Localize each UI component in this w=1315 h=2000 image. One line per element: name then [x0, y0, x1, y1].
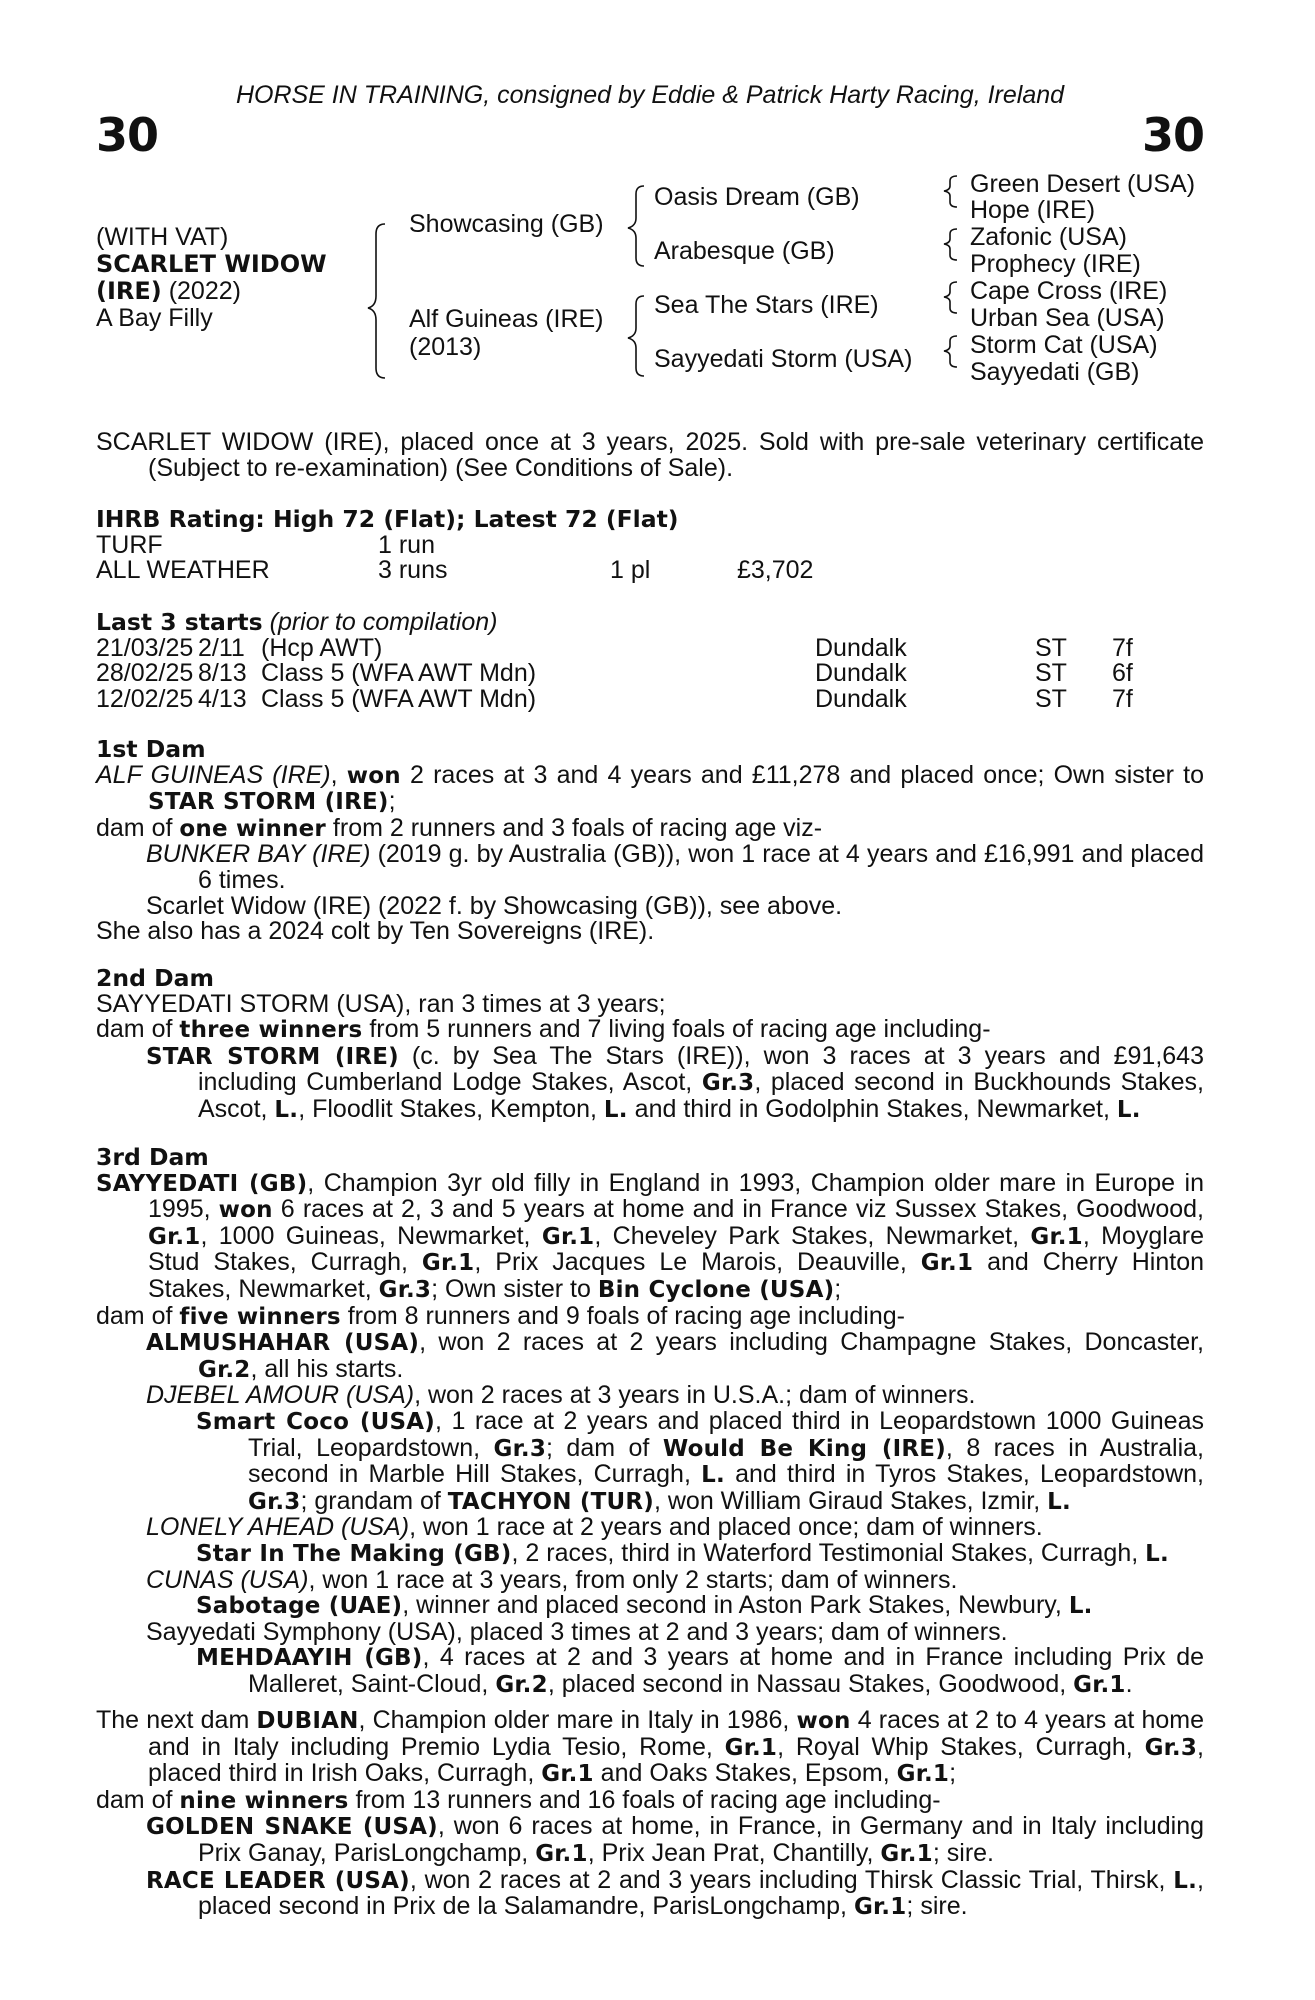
horse-description: A Bay Filly: [96, 304, 213, 332]
rating-prize: £3,702: [737, 556, 814, 585]
brace-main: [368, 224, 385, 378]
start-going: ST: [1035, 659, 1067, 688]
produce-entry: STAR STORM (IRE) (c. by Sea The Stars (IRE)), won 3 races at 3 years and £91,643 including Cumberland Lodge Stakes, Ascot, Gr.3, placed second in Buckhounds Stakes, Ascot, L., Floodlit Stakes, Kempton, L. and third in Godolphin Stakes, Newmarket, L.: [146, 1041, 1205, 1123]
start-position: 8/13: [198, 659, 247, 688]
first-dam-heading: 1st Dam: [96, 735, 206, 763]
second-dam-text: SAYYEDATI STORM (USA), ran 3 times at 3 years;: [96, 989, 666, 1018]
progeny-name: CUNAS (USA): [146, 1565, 309, 1594]
start-course: Dundalk: [815, 659, 907, 688]
produce-entry: Scarlet Widow (IRE) (2022 f. by Showcasing (GB)), see above.: [146, 891, 843, 920]
sire-sire: Oasis Dream (GB): [654, 183, 860, 211]
produce-entry: GOLDEN SNAKE (USA), won 6 races at home, in France, in Germany and in Italy including Prix Ganay, ParisLongchamp, Gr.1, Prix Jean Prat, Chantilly, Gr.1; sire.: [146, 1812, 1204, 1867]
lot-number-left: 30: [96, 108, 159, 162]
sire-dam: Arabesque (GB): [654, 237, 835, 265]
start-race: (Hcp AWT): [261, 633, 383, 662]
g3-entry: Urban Sea (USA): [970, 304, 1165, 332]
start-date: 12/02/25: [96, 684, 194, 713]
brace-sire: [628, 186, 644, 266]
start-distance: 6f: [1112, 659, 1133, 688]
sibling-name: STAR STORM (IRE): [148, 789, 389, 816]
rating-row: [96, 558, 1204, 584]
g3-entry: Hope (IRE): [970, 196, 1096, 224]
produce-entry: Star In The Making (GB), 2 races, third in Waterford Testimonial Stakes, Curragh, L.: [196, 1538, 1169, 1567]
produce-entry: Sabotage (UAE), winner and placed second in Aston Park Stakes, Newbury, L.: [196, 1591, 1093, 1620]
produce-entry: Sayyedati Symphony (USA), placed 3 times at 2 and 3 years; dam of winners.: [146, 1617, 1008, 1646]
dam-name: ALF GUINEAS (IRE): [96, 760, 331, 789]
produce-entry: BUNKER BAY (IRE) (2019 g. by Australia (GB)), won 1 race at 4 years and £16,991 and placed 6 times.: [146, 840, 1204, 894]
g3-entry: Cape Cross (IRE): [970, 277, 1168, 305]
produce-record: dam of three winners from 5 runners and 7 living foals of racing age including-: [96, 1015, 991, 1044]
produce-entry: RACE LEADER (USA), won 2 races at 2 and 3 years including Thirsk Classic Trial, Thirsk, L., placed second in Prix de la Salamandre, ParisLongchamp, Gr.1; sire.: [146, 1865, 1204, 1921]
start-row: [96, 661, 1204, 687]
progeny-name: Smart Coco (USA): [196, 1408, 435, 1435]
dam-name: DUBIAN: [256, 1708, 359, 1734]
progeny-name: DJEBEL AMOUR (USA): [146, 1381, 415, 1410]
rating-runs: 1 run: [378, 530, 435, 559]
rating-runs: 3 runs: [378, 556, 448, 585]
produce-entry: MEHDAAYIH (GB), 4 races at 2 and 3 years at home and in France including Prix de Malleret, Saint-Cloud, Gr.2, placed second in Nassau Stakes, Goodwood, Gr.1.: [196, 1643, 1205, 1698]
start-date: 28/02/25: [96, 659, 194, 688]
brace-dam: [628, 296, 644, 376]
horse-year: (2022): [161, 277, 241, 305]
start-row: [96, 633, 1204, 662]
produce-entry: CUNAS (USA), won 1 race at 3 years, from only 2 starts; dam of winners.: [146, 1565, 958, 1594]
start-row: [96, 684, 1204, 713]
dam-name: Alf Guineas (IRE): [409, 305, 604, 333]
g3-entry: Zafonic (USA): [970, 223, 1127, 251]
start-position: 2/11: [198, 633, 245, 662]
start-date: 21/03/25: [96, 633, 194, 662]
brace-g3-4: [944, 336, 957, 367]
progeny-name: ALMUSHAHAR (USA): [146, 1330, 420, 1357]
progeny-name: LONELY AHEAD (USA): [146, 1513, 410, 1542]
produce-entry: Smart Coco (USA), 1 race at 2 years and placed third in Leopardstown 1000 Guineas Trial, Leopardstown, Gr.3; dam of Would Be King (IRE), 8 races in Australia, second in Marble Hill Stakes, Curragh, L. and third in Tyros Stakes, Leopardstown, Gr.3; grandam of TACHYON (TUR), won William Giraud Stakes, Izmir, L.: [196, 1406, 1205, 1515]
first-dam-text: ALF GUINEAS (IRE), won 2 races at 3 and 4 years and £11,278 and placed once; Own sister to STAR STORM (IRE);: [96, 760, 1204, 816]
last-starts-note: (prior to compilation): [269, 608, 498, 636]
summary-text: SCARLET WIDOW (IRE), placed once at 3 years, 2025. Sold with pre-sale veterinary certificate (Subject to re-examination) (See Conditions of Sale).: [96, 428, 1204, 482]
lot-number-right: 30: [1141, 108, 1204, 162]
vat-note: (WITH VAT): [96, 223, 229, 251]
third-dam-heading: 3rd Dam: [96, 1143, 209, 1171]
brace-g3-3: [944, 282, 957, 313]
brace-g3-2: [944, 229, 957, 260]
progeny-name: RACE LEADER (USA): [146, 1867, 410, 1894]
next-dam-text: The next dam DUBIAN, Champion older mare in Italy in 1986, won 4 races at 2 to 4 years at home and in Italy including Premio Lydia Tesio, Rome, Gr.1, Royal Whip Stakes, Curragh, Gr.3, placed third in Irish Oaks, Curragh, Gr.1 and Oaks Stakes, Epsom, Gr.1;: [96, 1706, 1204, 1788]
g3-entry: Green Desert (USA): [970, 170, 1196, 198]
progeny-name: Sabotage (UAE): [196, 1593, 403, 1620]
rating-surface: TURF: [96, 530, 163, 559]
progeny-name: Star In The Making (GB): [196, 1540, 512, 1567]
produce-note: She also has a 2024 colt by Ten Sovereigns (IRE).: [96, 917, 655, 946]
g3-entry: Prophecy (IRE): [970, 250, 1141, 278]
g3-entry: Sayyedati (GB): [970, 358, 1140, 386]
start-course: Dundalk: [815, 684, 907, 713]
produce-entry: ALMUSHAHAR (USA), won 2 races at 2 years including Champagne Stakes, Doncaster, Gr.2, all his starts.: [146, 1328, 1204, 1383]
start-distance: 7f: [1112, 684, 1133, 713]
sire-name: Showcasing (GB): [409, 210, 604, 238]
second-dam-heading: 2nd Dam: [96, 964, 214, 992]
page-title: HORSE IN TRAINING, consigned by Eddie & Patrick Harty Racing, Ireland: [235, 81, 1065, 109]
rating-placed: 1 pl: [610, 556, 651, 585]
progeny-name: STAR STORM (IRE): [146, 1043, 399, 1070]
produce-entry: DJEBEL AMOUR (USA), won 2 races at 3 years in U.S.A.; dam of winners.: [146, 1381, 976, 1410]
produce-entry: LONELY AHEAD (USA), won 1 race at 2 years and placed once; dam of winners.: [146, 1513, 1043, 1542]
summary-section: [96, 430, 1204, 481]
rating-surface: ALL WEATHER: [96, 556, 270, 585]
dam-dam: Sayyedati Storm (USA): [654, 345, 913, 373]
start-race: Class 5 (WFA AWT Mdn): [261, 659, 537, 688]
start-position: 4/13: [198, 684, 247, 713]
rating-section: [96, 507, 1204, 584]
dam-sire: Sea The Stars (IRE): [654, 291, 879, 319]
start-race: Class 5 (WFA AWT Mdn): [261, 684, 537, 713]
produce-record: dam of five winners from 8 runners and 9 foals of racing age including-: [96, 1301, 905, 1330]
start-distance: 7f: [1112, 633, 1133, 662]
last-starts-section: [96, 610, 1204, 712]
rating-row: [96, 530, 1204, 559]
start-course: Dundalk: [815, 633, 907, 662]
start-going: ST: [1035, 684, 1067, 713]
third-dam-text: SAYYEDATI (GB), Champion 3yr old filly in England in 1993, Champion older mare in Europe in 1995, won 6 races at 2, 3 and 5 years at home and in France viz Sussex Stakes, Goodwood, Gr.1, 1000 Guineas, Newmarket, Gr.1, Cheveley Park Stakes, Newmarket, Gr.1, Moyglare Stud Stakes, Curragh, Gr.1, Prix Jacques Le Marois, Deauville, Gr.1 and Cherry Hinton Stakes, Newmarket, Gr.3; Own sister to Bin Cyclone (USA);: [96, 1168, 1205, 1303]
first-dam-section: [96, 737, 1204, 945]
last-starts-heading: Last 3 starts: [96, 608, 263, 636]
dam-year: (2013): [409, 333, 482, 361]
produce-record: dam of nine winners from 13 runners and 16 foals of racing age including-: [96, 1785, 941, 1814]
second-dam-section: [96, 966, 1204, 1124]
progeny-name: BUNKER BAY (IRE): [146, 840, 371, 869]
dam-name: SAYYEDATI (GB): [96, 1170, 308, 1197]
progeny-name: MEHDAAYIH (GB): [196, 1645, 423, 1672]
third-dam-section: [96, 1145, 1204, 1698]
pedigree-chart: [0, 0, 1315, 400]
horse-country: (IRE): [96, 277, 162, 305]
rating-heading: IHRB Rating: High 72 (Flat); Latest 72 (Flat): [96, 505, 679, 533]
horse-name: SCARLET WIDOW: [96, 250, 327, 278]
produce-record: dam of one winner from 2 runners and 3 foals of racing age viz-: [96, 813, 823, 842]
g3-entry: Storm Cat (USA): [970, 331, 1158, 359]
progeny-name: GOLDEN SNAKE (USA): [146, 1814, 438, 1841]
brace-g3-1: [944, 176, 957, 207]
start-going: ST: [1035, 633, 1067, 662]
next-dam-section: [96, 1708, 1204, 1921]
